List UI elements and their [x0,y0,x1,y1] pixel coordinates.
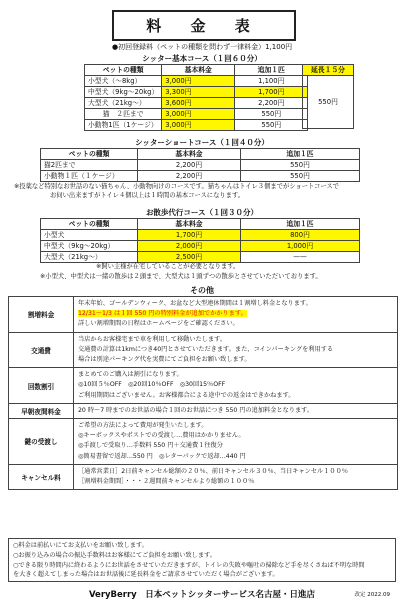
table-row [41,241,360,252]
other-row-text: ［通常営業日］2日前キャンセル総額の２０％、前日キャンセル３０％、当日キャンセル１００％ [78,467,348,475]
table-row [85,120,308,131]
payment-note: ○料金は前払いにてお支払いをお願い致します。 [13,542,148,549]
other-row-label: 交通費 [9,333,74,368]
extra-fee: 1,000円 [241,241,360,252]
base-fee: 3,000円 [162,109,235,120]
short-course-note: お伺い出来ますがトイレ４個以上は１時間の基本コースになります。 [50,192,245,199]
other-row-body [74,404,397,418]
pet-type: 小動物1匹（1ケージ） [85,120,162,131]
other-row [9,464,397,489]
other-row [9,403,397,418]
pet-type: 中型犬（9kg〜20kg） [41,241,138,252]
other-row-text: ご希望の方法によって費用が発生いたします。 [78,422,208,430]
short-course-heading: シッターショートコース（１回４０分） [135,138,269,147]
col-header: 基本料金 [138,149,241,160]
extension-header: 延長１５分 [303,65,354,76]
pet-type: 小型犬（〜8kg） [85,76,162,87]
other-row-label: 割増料金 [9,297,74,332]
payment-note: ○お振り込みの場合の振込手数料はお客様にてご負担をお願い致します。 [13,551,216,559]
other-fees-table [8,296,398,490]
revised-date: 改定 2022.09 [354,592,390,598]
other-row-text: 交通費の計算は1kmにつき40円とさせていただきます。また、コインパーキングを利用する [78,345,334,353]
col-header: ペットの種類 [41,219,138,230]
other-row-text: 詳しい割増期間の日程はホームページをご確認ください。 [78,320,239,328]
other-row-body [74,419,397,464]
extra-fee: 550円 [235,120,308,131]
table-row [41,160,360,171]
col-header: 追加１匹 [241,149,360,160]
payment-note: ○できる限り時間内に終わるようにお世話をさせていただきますが、トイレの失敗や嘔吐の掃除など手を尽くさねば不明な時間 [13,561,365,569]
other-row [9,332,397,368]
short-course-note: ※投薬など特別なお世話のない猫ちゃん、小動物向けのコースです。猫ちゃんはトイレ３個までがショートコースで [14,183,339,190]
col-header: ペットの種類 [85,65,162,76]
extra-fee: —— [241,252,360,263]
other-row-text: 12/31〜1/3 は１回 550 円の特別料金が追加でかかります。 [78,310,247,318]
other-row-text: ◎10回５％OFF ◎20回10％OFF ◎30回15％OFF [78,381,226,389]
pet-type: 中型犬（9kg〜20kg） [85,87,162,98]
extra-fee: 800円 [241,230,360,241]
table-row [85,87,308,98]
extra-fee: 550円 [241,160,360,171]
walk-course-heading: お散歩代行コース（１回３０分） [145,208,259,217]
company-name: VeryBerry 日本ペットシッターサービス名古屋・日進店 [88,590,316,600]
payment-notes [8,538,396,582]
pet-type: 猫2匹まで [41,160,138,171]
table-row [41,230,360,241]
extra-fee: 1,700円 [235,87,308,98]
page-title: 料 金 表 [112,10,296,41]
base-fee: 3,000円 [162,120,235,131]
other-row-body [74,297,397,332]
col-header: ペットの種類 [41,149,138,160]
basic-course-table [84,64,308,131]
base-fee: 1,700円 [138,230,241,241]
pet-type: 小動物１匹（１ケージ） [41,171,138,182]
table-row [85,76,308,87]
other-row-text: 当店からお客様宅まで車を利用して移動いたします。 [78,335,227,343]
extra-fee: 1,100円 [235,76,308,87]
other-row-text: ◎手渡しで受取り…手数料 550 円＋交通費１往復分 [78,442,223,450]
other-row-text: ◎簡易書留で返却…550 円 ◎レターパックで返却…440 円 [78,452,246,460]
other-row [9,418,397,464]
other-row-text: 20 時〜7 時までのお世話の場合１回のお世話につき 550 円の追加料金となります。 [78,406,314,414]
pet-type: 小型犬 [41,230,138,241]
other-row-label: 回数割引 [9,368,74,403]
other-row-label: 早朝夜間料金 [9,404,74,418]
other-row-body [74,333,397,368]
base-fee: 3,600円 [162,98,235,109]
other-row-text: まとめてのご購入は割引になります。 [78,371,183,379]
base-fee: 2,000円 [138,241,241,252]
other-row-text: 場合は別途パーキング代を実費にてご負担をお願い致します。 [78,356,251,364]
col-header: 基本料金 [138,219,241,230]
other-row-text: ご利用期間はございません。お客様都合による途中での返金はできかねます。 [78,391,295,399]
other-row-label: キャンセル料 [9,465,74,489]
other-row-body [74,368,397,403]
other-row-body [74,465,397,489]
other-heading: その他 [190,286,214,295]
base-fee: 3,000円 [162,76,235,87]
table-row [85,109,308,120]
walk-course-note: ※小型犬、中型犬は一緒の散歩は２頭まで、大型犬は１頭ずつの散歩とさせていただいております。 [40,273,322,280]
col-header: 追加１匹 [235,65,308,76]
other-row [9,367,397,403]
walk-course-note: ※飼い主様が在宅していることが必要となります。 [96,263,240,270]
base-fee: 2,200円 [138,171,241,182]
registration-fee-note: ●初回登録料（ペットの種類を問わず一律料金）1,100円 [112,43,293,51]
extra-fee: 550円 [241,171,360,182]
table-row [41,171,360,182]
extension-table [302,64,354,129]
pet-type: 大型犬（21kg〜） [41,252,138,263]
base-fee: 2,200円 [138,160,241,171]
col-header: 基本料金 [162,65,235,76]
base-fee: 2,500円 [138,252,241,263]
col-header: 追加１匹 [241,219,360,230]
payment-note: を大きく超えてしまった場合はお世話後に延長料金をご請求させていただく場合がございます。 [13,571,279,579]
pet-type: 大型犬（21kg〜） [85,98,162,109]
other-row-text: ［割増料金期間］・・・２週間前キャンセルより総額の１００％ [78,478,255,486]
extension-fee: 550円 [303,76,354,129]
table-row [85,98,308,109]
other-row [9,297,397,332]
base-fee: 3,300円 [162,87,235,98]
short-course-table [40,148,360,182]
walk-course-table [40,218,360,263]
basic-course-heading: シッター基本コース（１回６０分） [142,54,262,63]
pet-type: 猫 ２匹まで [85,109,162,120]
other-row-text: ◎キーボックスやポストでの受渡し…費用はかかりません。 [78,432,245,440]
other-row-label: 鍵の受渡し [9,419,74,464]
other-row-text: 年末年始、ゴールデンウィーク、お盆など大型連休期間は１割増し料金となります。 [78,300,312,307]
extra-fee: 550円 [235,109,308,120]
table-row [41,252,360,263]
extra-fee: 2,200円 [235,98,308,109]
